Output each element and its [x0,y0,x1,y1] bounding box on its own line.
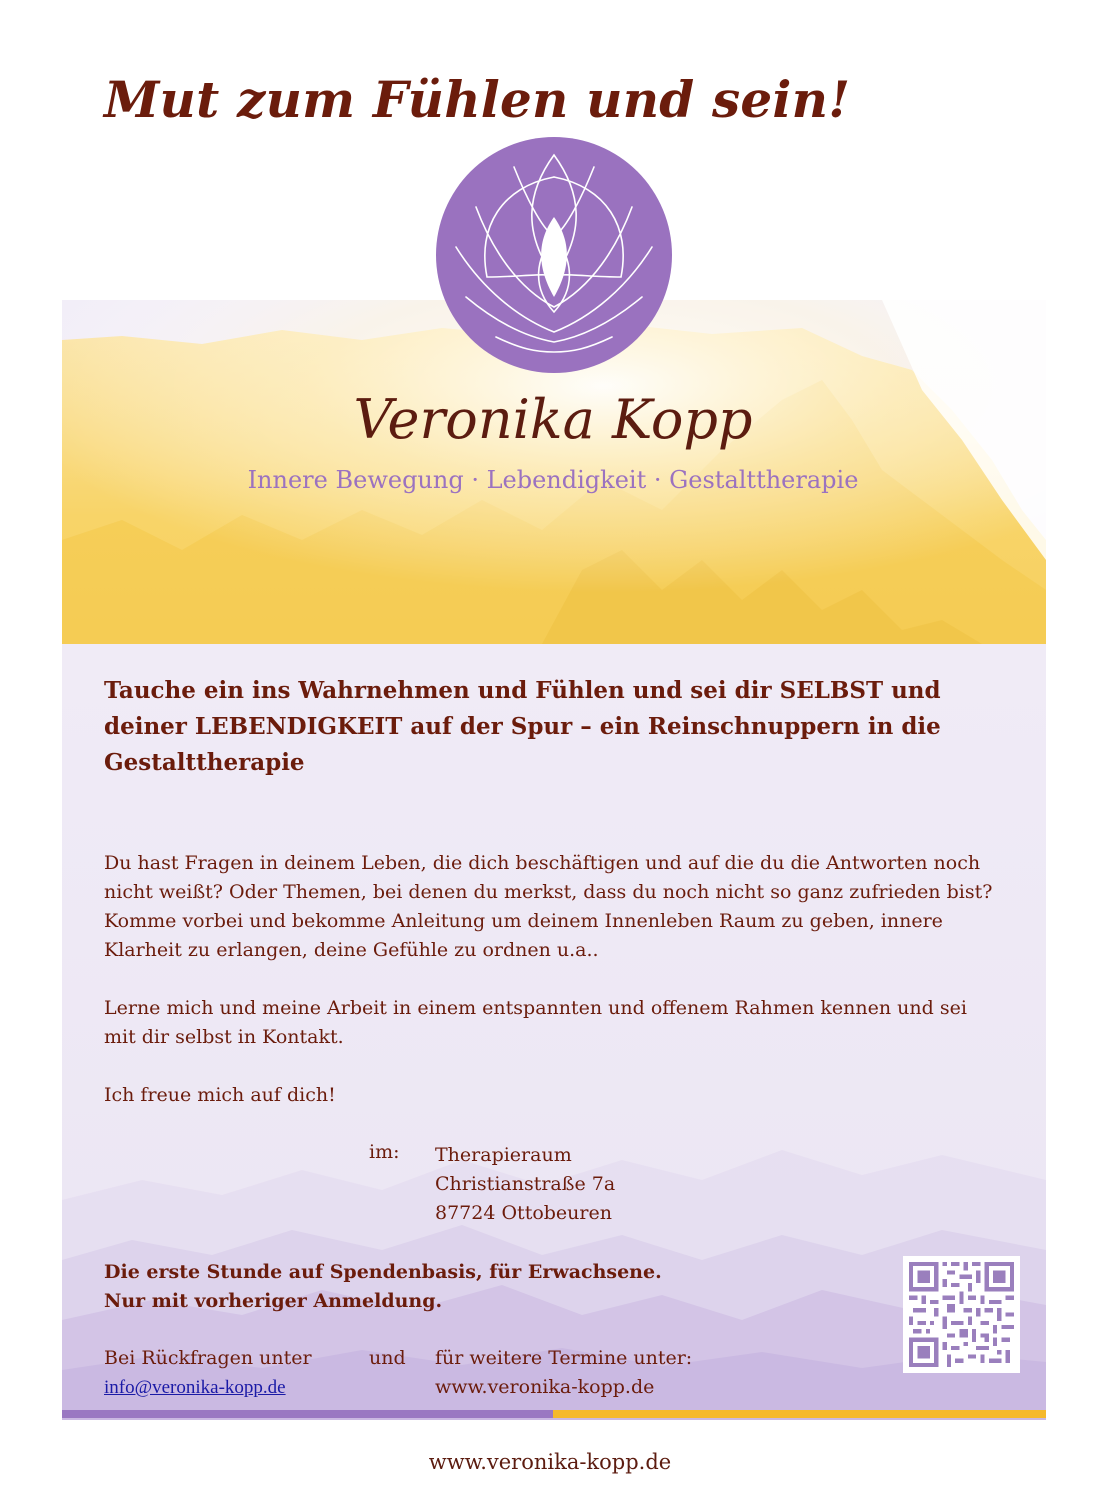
accent-bar-yellow [553,1410,1046,1418]
location-street: Christianstraße 7a [435,1173,616,1195]
location-label: im: [369,1141,400,1163]
offer-note [104,1258,662,1316]
qr-code-icon [903,1256,1020,1373]
contact-website: www.veronika-kopp.de [435,1376,655,1398]
footer-url: www.veronika-kopp.de [428,1450,672,1474]
brand-name: Veronika Kopp [353,388,753,451]
contact-question-label: Bei Rückfragen unter [104,1347,312,1369]
intro-heading: Tauche ein ins Wahrnehmen und Fühlen und sei dir SELBST und deiner LEBENDIGKEIT auf der Spur – ein Reinschnuppern in die Gestalttherapie [104,677,941,776]
email-link[interactable]: info@veronika-kopp.de [104,1377,286,1398]
body-paragraph-questions: Du hast Fragen in deinem Leben, die dich beschäftigen und auf die du die Antworten noch nicht weißt? Oder Themen, bei denen du merkst, dass du noch nicht so ganz zufrieden bist? Komme vorbei und bekomme Anleitung um deinem Innenleben Raum zu geben, innere Klarheit zu erlangen, deine Gefühle zu ordnen u.a.. [104,852,993,961]
location-place: Therapieraum [435,1144,572,1166]
body-paragraph-work: Lerne mich und meine Arbeit in einem entspannten und offenem Rahmen kennen und sei mit dir selbst in Kontakt. [104,997,967,1048]
headline: Mut zum Fühlen und sein! [104,70,851,129]
location-city: 87724 Ottobeuren [435,1202,612,1224]
contact-website-block [435,1344,692,1402]
accent-bar-purple [62,1410,553,1418]
body-paragraph-greeting: Ich freue mich auf dich! [104,1084,336,1106]
lotus-circle-icon [436,137,672,373]
offer-line-1: Die erste Stunde auf Spendenbasis, für Erwachsene. [104,1261,662,1283]
offer-line-2: Nur mit vorheriger Anmeldung. [104,1290,443,1312]
contact-connector: und [369,1347,406,1369]
contact-more-label: für weitere Termine unter: [435,1347,693,1369]
location-address [435,1141,615,1228]
brand-tagline: Innere Bewegung · Lebendigkeit · Gestalttherapie [247,466,859,494]
qr-code-graphic [909,1262,1014,1367]
contact-email-block [104,1344,312,1402]
